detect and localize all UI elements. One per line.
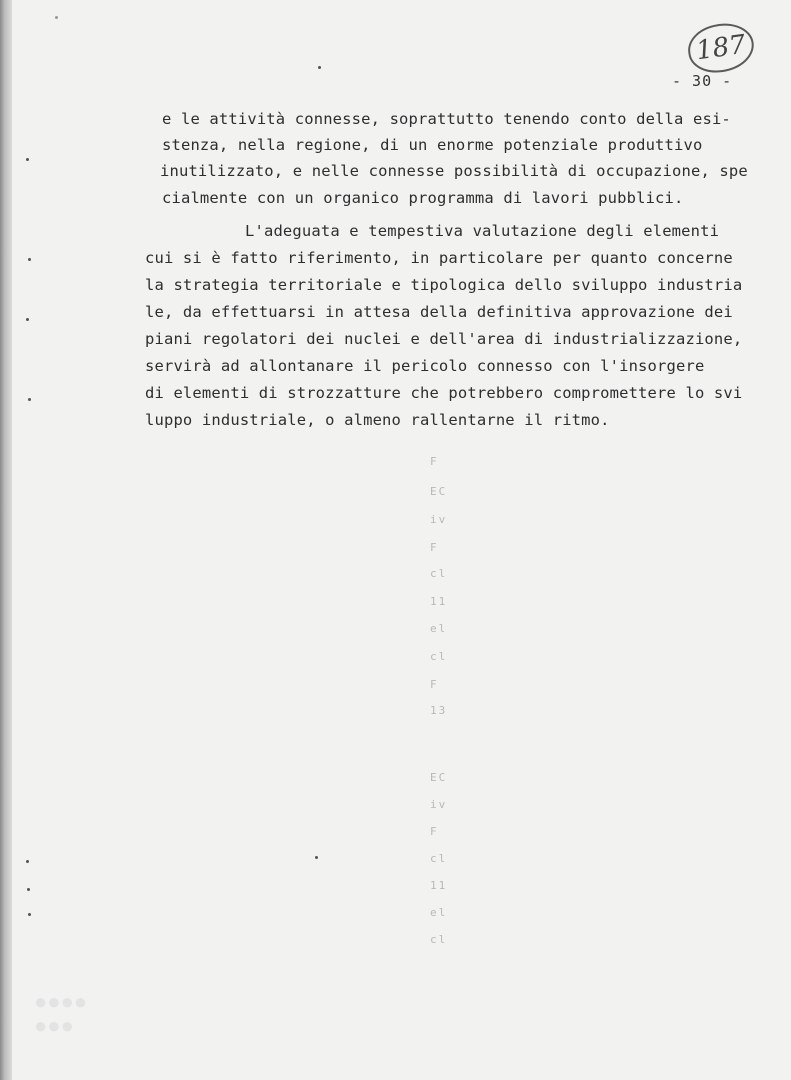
- body-line-5: L'adeguata e tempestiva valutazione degli elementi: [245, 222, 720, 240]
- body-line-1: e le attività connesse, soprattutto tenendo conto della esi-: [162, 110, 731, 128]
- bleed-through-mark: EC: [430, 485, 448, 498]
- bleed-through-mark: 11: [430, 879, 448, 892]
- document-page: [12, 0, 791, 1080]
- bleed-through-mark: cl: [430, 567, 448, 580]
- bleed-through-mark: el: [430, 622, 448, 635]
- bleed-through-mark: cl: [430, 650, 448, 663]
- dust-speck: [26, 860, 29, 863]
- body-line-4: cialmente con un organico programma di lavori pubblici.: [162, 189, 684, 207]
- dust-speck: [26, 318, 29, 321]
- body-line-6: cui si è fatto riferimento, in particolare per quanto concerne: [145, 249, 733, 267]
- bleed-through-mark: F: [430, 455, 439, 468]
- dust-speck: [315, 856, 318, 859]
- bleed-through-mark: 11: [430, 595, 448, 608]
- body-line-9: piani regolatori dei nuclei e dell'area di industrializzazione,: [145, 330, 743, 348]
- body-line-2: stenza, nella regione, di un enorme potenziale produttivo: [162, 136, 703, 154]
- dust-speck: [28, 258, 31, 261]
- bleed-through-mark: F: [430, 541, 439, 554]
- page-number: - 30 -: [672, 72, 733, 90]
- dust-speck: [26, 158, 29, 161]
- bleed-through-mark: iv: [430, 798, 448, 811]
- dust-speck: [318, 66, 321, 69]
- bleed-through-mark: iv: [430, 513, 448, 526]
- archive-watermark: ●●●● ●●●: [34, 989, 88, 1038]
- archive-stamp: [685, 20, 757, 77]
- body-line-3: inutilizzato, e nelle connesse possibilità di occupazione, spe: [160, 162, 748, 180]
- bleed-through-mark: 13: [430, 704, 448, 717]
- stamp-number: 187: [694, 29, 748, 67]
- body-line-8: le, da effettuarsi in attesa della definitiva approvazione dei: [145, 303, 733, 321]
- body-line-7: la strategia territoriale e tipologica dello sviluppo industria: [145, 276, 743, 294]
- bleed-through-mark: el: [430, 906, 448, 919]
- body-line-11: di elementi di strozzatture che potrebbero compromettere lo svi: [145, 384, 743, 402]
- bleed-through-mark: cl: [430, 933, 448, 946]
- dust-speck: [55, 16, 58, 19]
- body-line-12: luppo industriale, o almeno rallentarne il ritmo.: [145, 411, 610, 429]
- dust-speck: [28, 913, 31, 916]
- dust-speck: [28, 398, 31, 401]
- dust-speck: [27, 888, 30, 891]
- body-line-10: servirà ad allontanare il pericolo connesso con l'insorgere: [145, 357, 705, 375]
- bleed-through-mark: EC: [430, 771, 448, 784]
- bleed-through-mark: F: [430, 678, 439, 691]
- scan-left-edge: [0, 0, 12, 1080]
- bleed-through-mark: cl: [430, 852, 448, 865]
- bleed-through-mark: F: [430, 825, 439, 838]
